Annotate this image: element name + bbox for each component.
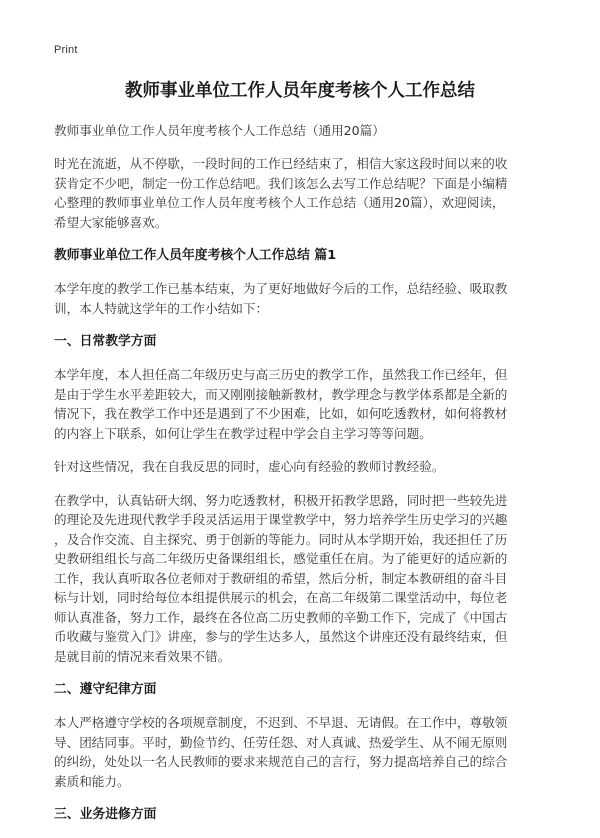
text-line: 时光在流逝，从不停歇，一段时间的工作已经结束了，相信大家这段时间以来的收 <box>54 156 508 171</box>
text-line: 获肯定不少吧，制定一份工作总结吧。我们该怎么去写工作总结呢？下面是小编精 <box>54 175 508 191</box>
document-body <box>54 121 546 838</box>
paragraph-reflection <box>54 457 546 477</box>
text-line: 心整理的教师事业单位工作人员年度考核个人工作总结（通用20篇），欢迎阅读， <box>54 195 505 210</box>
text-line: 是由于学生水平差距较大，而又刚刚接触新教材，教学理念与教学体系都是全新的 <box>54 386 508 402</box>
paragraph-discipline <box>54 713 546 791</box>
text-line: 导、团结同事。平时，勤俭节约、任劳任怨、对人真诚、热爱学生、从不闹无原则 <box>54 734 508 750</box>
text-line: 训，本人特就这学年的工作小结如下： <box>54 300 269 316</box>
document-title: 教师事业单位工作人员年度考核个人工作总结 <box>125 81 475 101</box>
section-intro-paragraph <box>54 279 546 318</box>
document-subtitle: 教师事业单位工作人员年度考核个人工作总结（通用20篇） <box>54 123 385 138</box>
print-label[interactable]: Print <box>54 44 78 56</box>
text-line: 的内容上下联系，如何让学生在教学过程中学会自主学习等等问题。 <box>54 425 432 441</box>
paragraph-teaching-research <box>54 491 546 667</box>
text-line: 素质和能力。 <box>54 773 130 789</box>
text-line: 本人严格遵守学校的各项规章制度，不迟到、不早退、无请假。在工作中，尊敬领 <box>54 715 508 730</box>
text-line: 标与计划，同时给每位本组提供展示的机会，在高二年级第二课堂活动中，每位老 <box>54 590 508 605</box>
heading-professional-development: 三、业务进修方面 <box>54 807 157 822</box>
text-line: 针对这些情况，我在自我反思的同时，虚心向有经验的教师讨教经验。 <box>54 459 445 474</box>
text-line: 希望大家能够喜欢。 <box>54 214 168 230</box>
text-line: 情况下，我在教学工作中还是遇到了不少困难，比如，如何吃透教材，如何将教材 <box>54 406 508 421</box>
text-line: 的理论及先进现代教学手段灵活运用于课堂教学中，努力培养学生历史学习的兴趣 <box>54 512 508 527</box>
text-line: 是就目前的情况来看效果不错。 <box>54 648 231 664</box>
paragraph-teaching-load <box>54 365 546 443</box>
text-line: 的纠纷，处处以一名人民教师的要求来规范自己的言行，努力提高培养自己的综合 <box>54 754 508 769</box>
text-line: 史教研组组长与高二年级历史备课组组长，感觉重任在肩。为了能更好的适应新的 <box>54 551 508 566</box>
text-line: 师认真准备，努力工作，最终在各位高二历史教师的辛勤工作下，完成了《中国古 <box>54 609 508 625</box>
heading-discipline: 二、遵守纪律方面 <box>54 682 157 697</box>
text-line: 工作，我认真听取各位老师对于教研组的希望，然后分析，制定本教研组的奋斗目 <box>54 570 508 586</box>
text-line: 币收藏与鉴赏入门》讲座，参与的学生达多人，虽然这个讲座还没有最终结束，但 <box>54 629 508 644</box>
text-line: 本学年度，本人担任高二年级历史与高三历史的教学工作，虽然我工作已经年，但 <box>54 367 508 382</box>
text-line: 在教学中，认真钻研大纲、努力吃透教材，积极开拓教学思路，同时把一些较先进 <box>54 492 508 508</box>
heading-daily-teaching: 一、日常教学方面 <box>54 334 157 349</box>
text-line: ，及合作交流、自主探究、勇于创新的等能力。同时从本学期开始，我还担任了历 <box>54 531 508 547</box>
intro-paragraph <box>54 154 546 232</box>
text-line: 本学年度的教学工作已基本结束，为了更好地做好今后的工作，总结经验、吸取教 <box>54 281 508 296</box>
section-title: 教师事业单位工作人员年度考核个人工作总结 篇1 <box>54 248 337 263</box>
